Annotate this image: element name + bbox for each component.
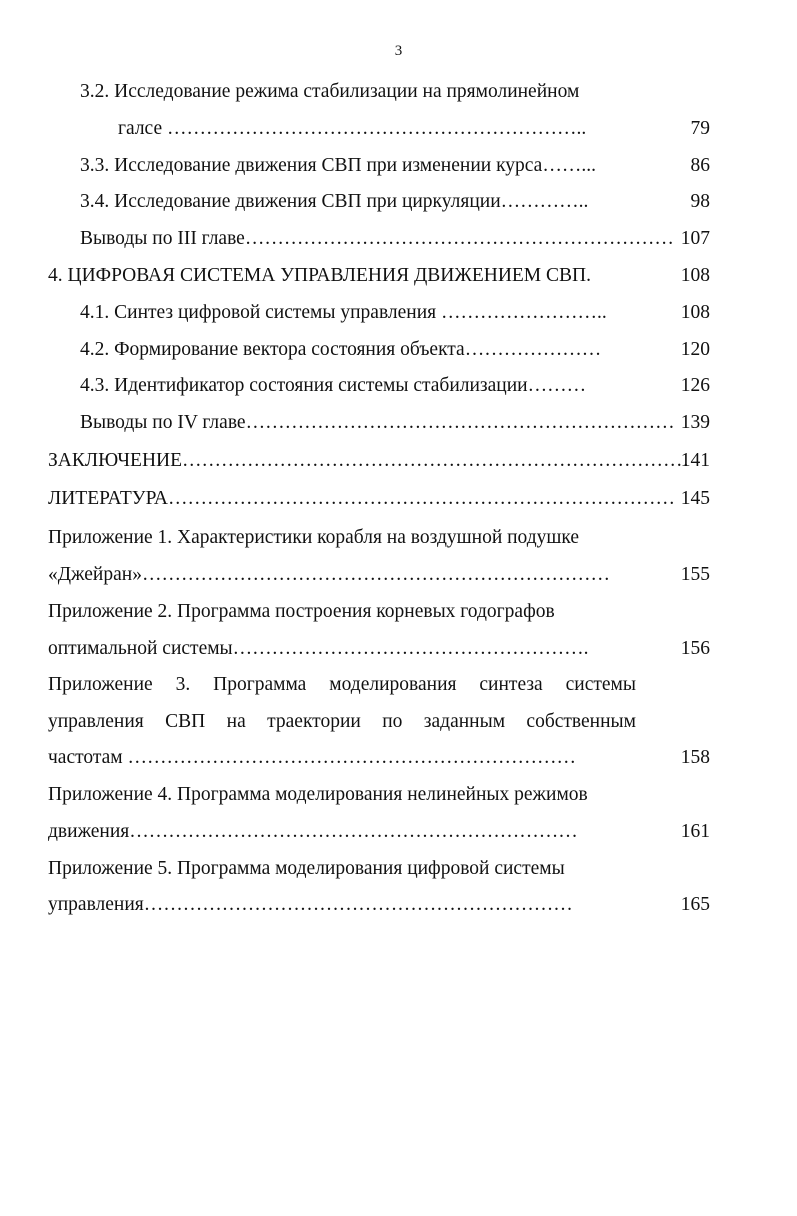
toc-appendix-1-line2: «Джейран»……………………………………………………………… xyxy=(48,564,610,585)
toc-page-appendix-5: 165 xyxy=(680,894,710,915)
toc-page-4-1: 108 xyxy=(680,302,710,323)
toc-entry-conclusions-4: Выводы по IV главе………………………………………………………… xyxy=(80,412,675,433)
toc-appendix-5-line1: Приложение 5. Программа моделирования цифровой системы xyxy=(48,858,565,879)
toc-entry-4-2: 4.2. Формирование вектора состояния объекта………………… xyxy=(80,339,602,360)
toc-appendix-4-line1: Приложение 4. Программа моделирования нелинейных режимов xyxy=(48,784,588,805)
toc-page-conclusion: 141 xyxy=(680,450,710,471)
toc-appendix-3-line3: частотам …………………………………………………………… xyxy=(48,747,577,768)
toc-page-appendix-4: 161 xyxy=(680,821,710,842)
toc-entry-3-2-line1: 3.2. Исследование режима стабилизации на прямолинейном xyxy=(80,81,580,102)
toc-appendix-3-line1: Приложение 3. Программа моделирования синтеза системы xyxy=(48,674,636,695)
toc-entry-3-2-line2: галсе ……………………………………………………….. xyxy=(118,118,587,139)
toc-appendix-1-line1: Приложение 1. Характеристики корабля на воздушной подушке xyxy=(48,527,580,548)
toc-appendix-5-line2: управления………………………………………………………… xyxy=(48,894,573,915)
toc-entry-3-3: 3.3. Исследование движения СВП при изменении курса……... xyxy=(80,155,596,176)
toc-page-3-3: 86 xyxy=(690,155,710,176)
toc-entry-4-1: 4.1. Синтез цифровой системы управления …………………….. xyxy=(80,302,607,323)
toc-page-appendix-1: 155 xyxy=(680,564,710,585)
toc-appendix-3-line2: управления СВП на траектории по заданным собственным xyxy=(48,711,636,732)
toc-page-3-2: 79 xyxy=(690,118,710,139)
toc-appendix-4-line2: движения…………………………………………………………… xyxy=(48,821,578,842)
page-number: 3 xyxy=(394,43,403,59)
toc-page-appendix-2: 156 xyxy=(680,638,710,659)
toc-page-conclusions-3: 107 xyxy=(680,228,710,249)
toc-page-conclusions-4: 139 xyxy=(680,412,710,433)
toc-page-4-2: 120 xyxy=(680,339,710,360)
toc-entry-conclusion: ЗАКЛЮЧЕНИЕ…………………………………………………………………… xyxy=(48,450,690,471)
toc-appendix-2-line1: Приложение 2. Программа построения корневых годографов xyxy=(48,601,555,622)
toc-entry-4-3: 4.3. Идентификатор состояния системы стабилизации……… xyxy=(80,375,587,396)
toc-page-chapter-4: 108 xyxy=(680,265,710,286)
toc-entry-conclusions-3: Выводы по III главе………………………………………………………… xyxy=(80,228,674,249)
toc-page-appendix-3: 158 xyxy=(680,747,710,768)
toc-appendix-2-line2: оптимальной системы………………………………………………. xyxy=(48,638,589,659)
toc-page-literature: 145 xyxy=(680,488,710,509)
toc-page-3-4: 98 xyxy=(690,191,710,212)
toc-entry-3-4: 3.4. Исследование движения СВП при циркуляции………….. xyxy=(80,191,589,212)
toc-entry-literature: ЛИТЕРАТУРА…………………………………………………………………… xyxy=(48,488,675,509)
toc-chapter-4: 4. ЦИФРОВАЯ СИСТЕМА УПРАВЛЕНИЯ ДВИЖЕНИЕМ СВП. xyxy=(48,265,591,286)
toc-page-4-3: 126 xyxy=(680,375,710,396)
